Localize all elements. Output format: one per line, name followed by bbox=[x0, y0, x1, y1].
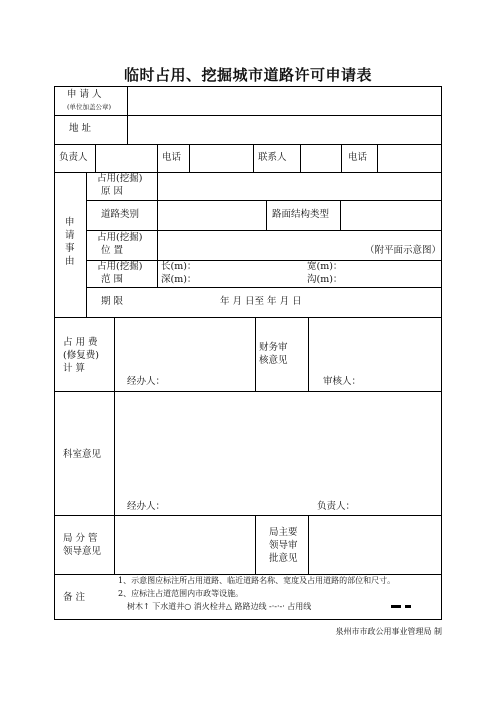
period-label: 期 限 bbox=[101, 296, 124, 307]
occupation-line-symbol-2 bbox=[405, 605, 411, 608]
row-divider bbox=[55, 317, 441, 318]
remarks-line-3: 树木↑ 下水道井○ 消火栓井△ 路路边线 -·-·-· 占用线 bbox=[127, 602, 312, 611]
col-divider bbox=[308, 317, 309, 391]
issuer-footer: 泉州市市政公用事业管理局 制 bbox=[335, 627, 442, 636]
remarks-line-2: 2、应标注占道范围内市政等设施。 bbox=[118, 589, 244, 598]
scope-label-1: 占用(挖掘) bbox=[97, 261, 143, 272]
fee-handler: 经办人： bbox=[127, 376, 166, 387]
fee-label-2: (修复费) bbox=[63, 350, 99, 361]
period-text: 年 月 日至 年 月 日 bbox=[220, 296, 302, 307]
form-title: 临时占用、挖掘城市道路许可申请表 bbox=[123, 66, 372, 84]
bureau-leader-label-1: 局 分 管 bbox=[63, 533, 98, 544]
col-divider bbox=[300, 144, 301, 172]
address-label: 地 址 bbox=[69, 123, 92, 134]
person-in-charge-label: 负责人 bbox=[59, 152, 88, 163]
col-divider bbox=[253, 144, 254, 172]
col-divider bbox=[114, 317, 115, 574]
application-side-label-3: 事 bbox=[65, 243, 75, 254]
contact-person-label: 联系人 bbox=[258, 152, 287, 163]
scope-depth: 深(m)： bbox=[161, 274, 197, 285]
scope-label-2: 范 围 bbox=[101, 274, 124, 285]
phone-label: 电话 bbox=[162, 152, 182, 163]
col-divider bbox=[255, 515, 256, 574]
section-handler: 经办人： bbox=[127, 501, 166, 512]
col-divider bbox=[308, 515, 309, 574]
occupation-line-symbol bbox=[391, 605, 401, 608]
reason-label-1: 占用(挖掘) bbox=[97, 173, 143, 184]
row-divider bbox=[86, 287, 441, 288]
row-divider bbox=[55, 515, 441, 516]
remarks-label: 备 注 bbox=[63, 592, 86, 603]
location-label-1: 占用(挖掘) bbox=[97, 232, 143, 243]
row-divider bbox=[86, 230, 441, 231]
bureau-main-leader-label-2: 领导审 bbox=[269, 540, 298, 551]
col-divider bbox=[255, 317, 256, 391]
phone-label-2: 电话 bbox=[348, 152, 368, 163]
bureau-leader-label-2: 领导意见 bbox=[63, 546, 102, 557]
col-divider bbox=[266, 200, 267, 230]
col-divider bbox=[341, 144, 342, 172]
col-divider bbox=[127, 87, 128, 144]
location-label-2: 位 置 bbox=[101, 245, 124, 256]
finance-reviewer: 审核人： bbox=[323, 376, 362, 387]
road-structure-label: 路面结构类型 bbox=[272, 209, 330, 220]
fee-label-1: 占 用 费 bbox=[63, 337, 98, 348]
finance-review-label-2: 核意见 bbox=[259, 355, 288, 366]
row-divider bbox=[55, 115, 441, 116]
col-divider bbox=[157, 144, 158, 172]
col-divider bbox=[340, 200, 341, 230]
col-divider bbox=[95, 144, 96, 172]
road-type-label: 道路类别 bbox=[101, 209, 140, 220]
applicant-label: 申 请 人 bbox=[67, 89, 102, 100]
application-side-label-2: 请 bbox=[65, 230, 75, 241]
bureau-main-leader-label-3: 批意见 bbox=[269, 553, 298, 564]
location-note: （附平面示意图） bbox=[365, 245, 442, 256]
col-divider bbox=[86, 172, 87, 317]
col-divider bbox=[157, 172, 158, 287]
finance-review-label-1: 财务审 bbox=[259, 342, 288, 353]
scope-width: 宽(m)： bbox=[307, 261, 343, 272]
scope-ditch: 沟(m)： bbox=[307, 274, 343, 285]
reason-label-2: 原 因 bbox=[101, 186, 124, 197]
section-opinion-label: 科室意见 bbox=[63, 449, 102, 460]
col-divider bbox=[189, 144, 190, 172]
row-divider bbox=[55, 391, 441, 392]
row-divider bbox=[86, 200, 441, 201]
col-divider bbox=[377, 144, 378, 172]
applicant-note: (单位加盖公章) bbox=[67, 103, 112, 111]
row-divider bbox=[55, 144, 441, 145]
remarks-line-1: 1、示意图应标注所占用道路、临近道路名称、宽度及占用道路的部位和尺寸。 bbox=[118, 576, 396, 585]
section-responsible: 负责人： bbox=[317, 501, 356, 512]
application-side-label-4: 由 bbox=[65, 256, 75, 267]
fee-label-3: 计 算 bbox=[63, 363, 86, 374]
application-side-label-1: 申 bbox=[65, 217, 75, 228]
bureau-main-leader-label-1: 局主要 bbox=[269, 527, 298, 538]
scope-length: 长(m)： bbox=[161, 261, 197, 272]
application-form-table bbox=[54, 86, 442, 620]
